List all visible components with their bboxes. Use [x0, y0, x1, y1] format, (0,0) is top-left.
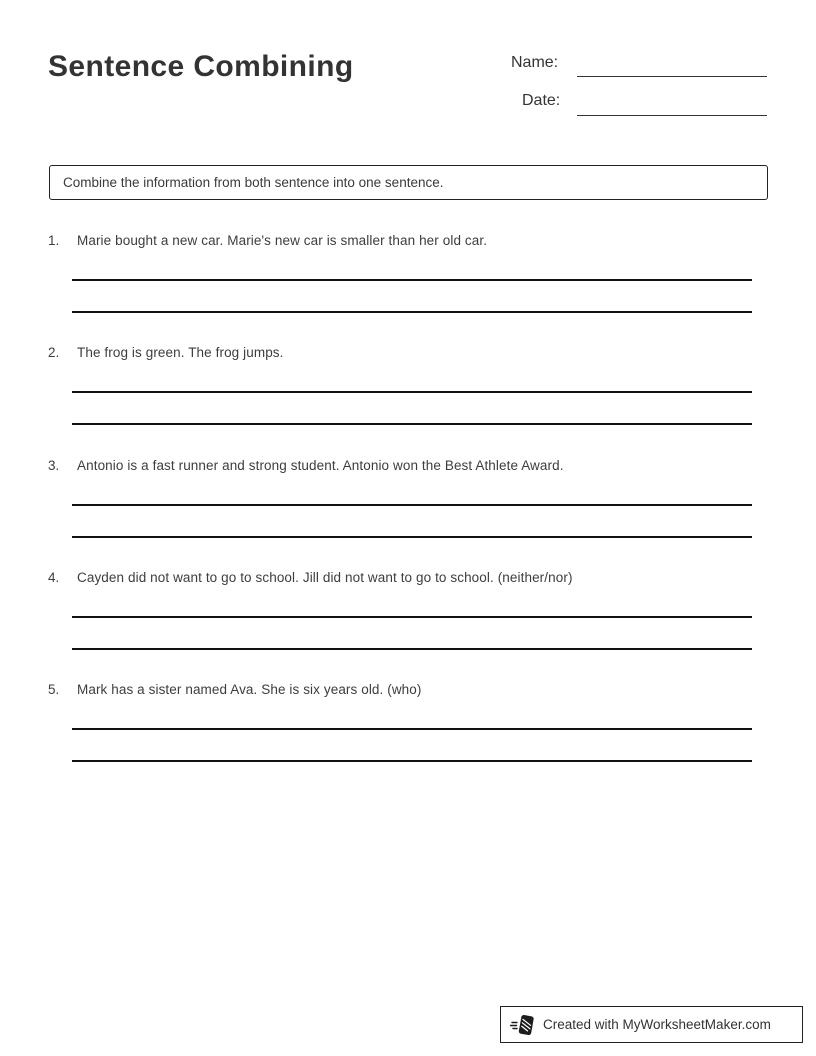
- question-text: The frog is green. The frog jumps.: [77, 345, 284, 360]
- question-item-1: [0, 233, 816, 325]
- instruction-box: [49, 165, 768, 200]
- answer-line-1: [72, 279, 752, 281]
- date-write-line: [577, 115, 767, 116]
- footer-badge: [500, 1006, 803, 1043]
- question-item-4: [0, 570, 816, 662]
- answer-line-2: [72, 423, 752, 425]
- answer-line-2: [72, 311, 752, 313]
- question-number: 2.: [48, 345, 60, 360]
- answer-line-2: [72, 760, 752, 762]
- footer-text: Created with MyWorksheetMaker.com: [543, 1017, 771, 1032]
- page-title: Sentence Combining: [48, 50, 354, 83]
- name-label: Name:: [511, 54, 559, 71]
- answer-line-1: [72, 728, 752, 730]
- question-text: Mark has a sister named Ava. She is six years old. (who): [77, 682, 422, 697]
- question-number: 4.: [48, 570, 60, 585]
- answer-line-1: [72, 504, 752, 506]
- question-number: 5.: [48, 682, 60, 697]
- question-text: Marie bought a new car. Marie's new car is smaller than her old car.: [77, 233, 488, 248]
- question-item-3: [0, 458, 816, 550]
- answer-line-2: [72, 648, 752, 650]
- question-number: 3.: [48, 458, 60, 473]
- question-text: Antonio is a fast runner and strong student. Antonio won the Best Athlete Award.: [77, 458, 564, 473]
- answer-line-1: [72, 616, 752, 618]
- question-item-2: [0, 345, 816, 437]
- name-write-line: [577, 76, 767, 77]
- question-text: Cayden did not want to go to school. Jill did not want to go to school. (neither/nor): [77, 570, 573, 585]
- myworksheetmaker-logo-icon: [510, 1012, 536, 1038]
- instruction-text: Combine the information from both sentence into one sentence.: [63, 175, 444, 190]
- question-number: 1.: [48, 233, 60, 248]
- answer-line-2: [72, 536, 752, 538]
- date-label: Date:: [522, 92, 561, 109]
- answer-line-1: [72, 391, 752, 393]
- question-item-5: [0, 682, 816, 774]
